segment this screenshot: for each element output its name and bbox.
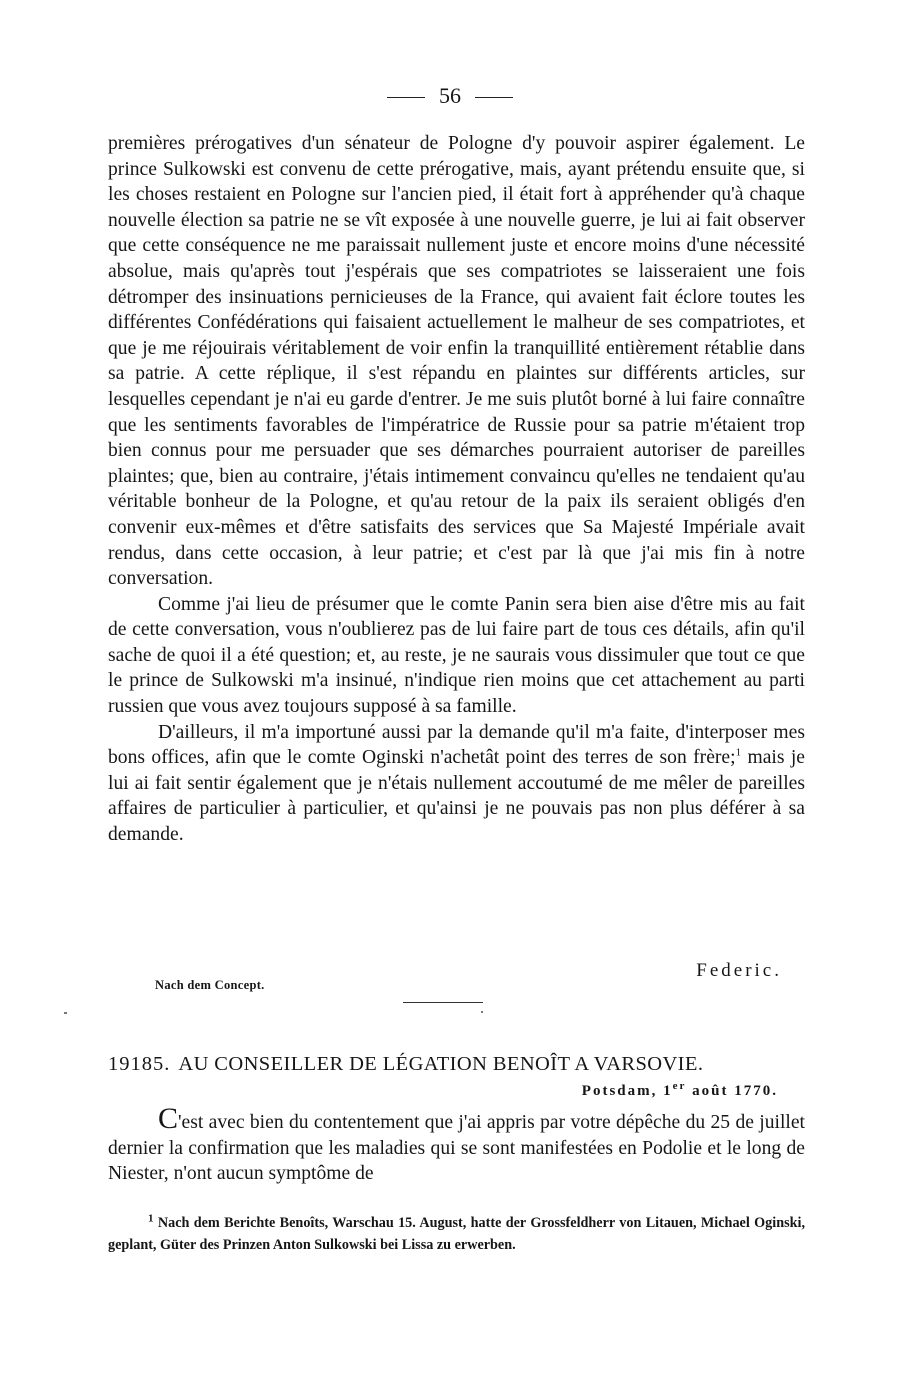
document-number: 19185. — [108, 1053, 171, 1075]
header-dash-right — [475, 97, 513, 98]
margin-mark — [64, 1012, 67, 1014]
section-divider — [403, 1002, 483, 1003]
signature: Federic. — [696, 960, 782, 981]
divider-dot — [481, 1011, 483, 1013]
footnote-mark: 1 — [148, 1212, 154, 1225]
footnote-body: Nach dem Berichte Benoîts, Warschau 15. August, hatte der Grossfeldherr von Litauen, Michael Oginski, geplant, Güter des Prinzen Anton Sulkowski bei Lissa zu erwerben. — [108, 1215, 805, 1253]
dateline-day-suffix: er — [672, 1080, 687, 1092]
letter-continuation — [108, 131, 805, 848]
paragraph-1: premières prérogatives d'un sénateur de Pologne d'y pouvoir aspirer également. Le prince Sulkowski est convenu de cette prérogative, mais, ayant prétendu ensuite que, si les choses restaient en Pologne sur l'ancien pied, il était fort à appréhender qu'à chaque nouvelle élection sa patrie ne se vît exposée à une nouvelle guerre, je lui ai fait observer que cette conséquence ne me paraissait nullement juste et encore moins d'une nécessité absolue, mais qu'après tout j'espérais que ses compatriotes se laisseraient une fois détromper des insinuations pernicieuses de la France, qui avaient fait éclore toutes les différentes Confédérations qui faisaient actuellement le malheur de ses compatriotes, et que je me réjouirais véritablement de voir enfin la tranquillité entièrement rétablie dans sa patrie. A cette réplique, il s'est répandu en plaintes sur différents articles, sur lesquelles cependant je n'ai eu garde d'entrer. Je me suis plutôt borné à lui faire connaître que les sentiments favorables de l'impératrice de Russie pour sa patrie m'étaient trop bien connus pour me persuader que ses démarches pourraient autoriser de pareilles plaintes; que, bien au contraire, j'étais intimement convaincu qu'elles ne tendaient qu'au véritable bonheur de la Pologne, et qu'au retour de la paix ils seraient obligés d'en convenir eux-mêmes et d'être satisfaits des services que Sa Majesté Impériale avait rendus, dans cette occasion, à leur patrie; et c'est par là que j'ai mis fin à notre conversation. — [108, 133, 805, 590]
page-number: 56 — [439, 83, 461, 108]
opening-paragraph — [108, 1102, 805, 1187]
dateline-day: 1 — [663, 1083, 673, 1099]
paragraph-3-text-b: mais je lui ai fait sentir également que je n'étais nullement accoutumé de me mêler de pareilles affaires de particulier à particulier, et qu'ainsi je ne pouvais pas non plus déférer à sa demande. — [108, 747, 806, 846]
document-heading — [108, 1050, 805, 1078]
document-title: AU CONSEILLER DE LÉGATION BENOÎT A VARSOVIE. — [178, 1053, 704, 1075]
paragraph-3 — [108, 720, 805, 848]
dateline-place: Potsdam, — [581, 1083, 658, 1099]
header-dash-left — [387, 97, 425, 98]
dateline — [581, 1080, 778, 1100]
paragraph-3-text-a: D'ailleurs, il m'a importuné aussi par la demande qu'il m'a faite, d'interposer mes bons offices, afin que le comte Oginski n'achetât point des terres de son frère; — [108, 721, 805, 769]
paragraph-2: Comme j'ai lieu de présumer que le comte Panin sera bien aise d'être mis au fait de cette conversation, vous n'oublierez pas de lui faire part de tous ces détails, afin qu'il sache de quoi il a été question; et, au reste, je ne saurais vous dissimuler que tout ce que le prince de Sulkowski m'a insinué, n'indique rien moins que cet attachement au parti russien que vous avez toujours supposé à sa famille. — [108, 593, 805, 718]
footnote-text — [108, 1212, 805, 1256]
drop-cap: C — [158, 1102, 179, 1135]
page-header — [0, 82, 900, 110]
source-note: Nach dem Concept. — [155, 978, 265, 992]
footnote — [108, 1212, 805, 1256]
letter-opening — [108, 1102, 805, 1187]
dateline-date: août 1770. — [686, 1083, 778, 1099]
opening-text: 'est avec bien du contentement que j'ai appris par votre dépêche du 25 de juillet dernier la confirmation que les maladies qui se sont manifestées en Podolie et le long de Niester, n'ont aucun symptôme de — [108, 1112, 805, 1185]
footnote-reference: 1 — [735, 746, 742, 759]
